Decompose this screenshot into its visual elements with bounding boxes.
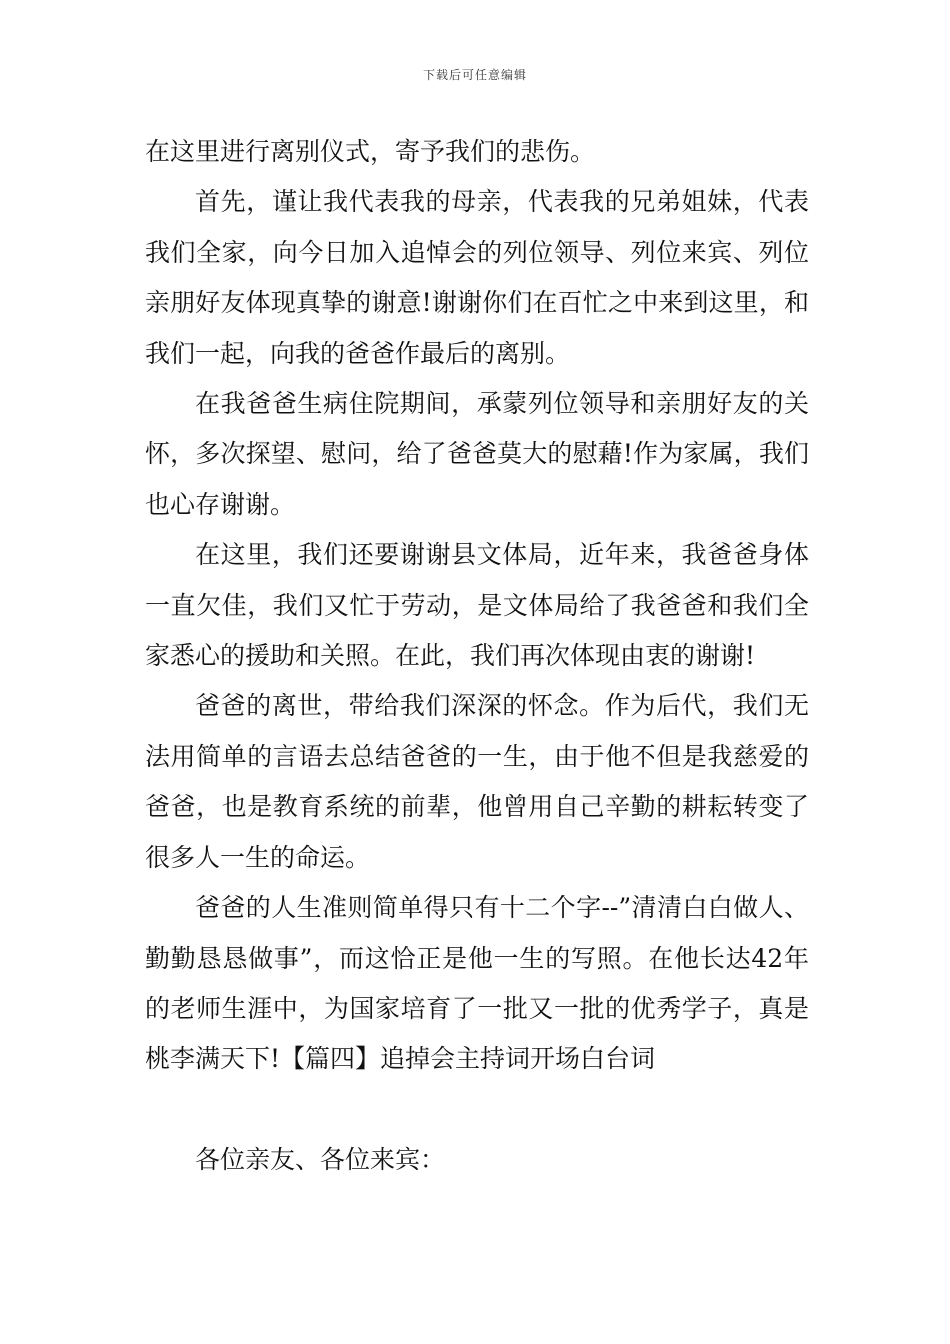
header-note: 下载后可任意编辑: [422, 68, 527, 82]
paragraph-hospital: 在我爸爸生病住院期间，承蒙列位领导和亲朋好友的关怀，多次探望、慰问，给了爸爸莫大的慰藉!作为家属，我们也心存谢谢。: [145, 389, 809, 519]
paragraph-continuation: 在这里进行离别仪式，寄予我们的悲伤。: [145, 137, 596, 166]
paragraph-spacer: [145, 1085, 809, 1135]
paragraph-memory: 爸爸的离世，带给我们深深的怀念。作为后代，我们无法用简单的言语去总结爸爸的一生，由于他不但是我慈爱的爸爸，也是教育系统的前辈，他曾用自己辛勤的耕耘转变了很多人一生的命运。: [145, 691, 809, 872]
document-body: [145, 127, 809, 1185]
paragraph-life-motto: 爸爸的人生准则简单得只有十二个字--”清清白白做人、勤勤恳恳做事”，而这恰正是他一生的写照。在他长达42年的老师生涯中，为国家培育了一批又一批的优秀学子，真是桃李满天下!【篇四】追掉会主持词开场白台词: [145, 893, 809, 1074]
paragraph-greeting: 各位亲友、各位来宾：: [195, 1144, 446, 1174]
paragraph-culture-bureau: 在这里，我们还要谢谢县文体局，近年来，我爸爸身体一直欠佳，我们又忙于劳动，是文体局给了我爸爸和我们全家悉心的援助和关照。在此，我们再次体现由衷的谢谢!: [145, 540, 809, 671]
paragraph-thanks: 首先，谨让我代表我的母亲，代表我的兄弟姐妹，代表我们全家，向今日加入追悼会的列位领导、列位来宾、列位亲朋好友体现真挚的谢意!谢谢你们在百忙之中来到这里，和我们一起，向我的爸爸作最后的离别。: [145, 187, 809, 368]
